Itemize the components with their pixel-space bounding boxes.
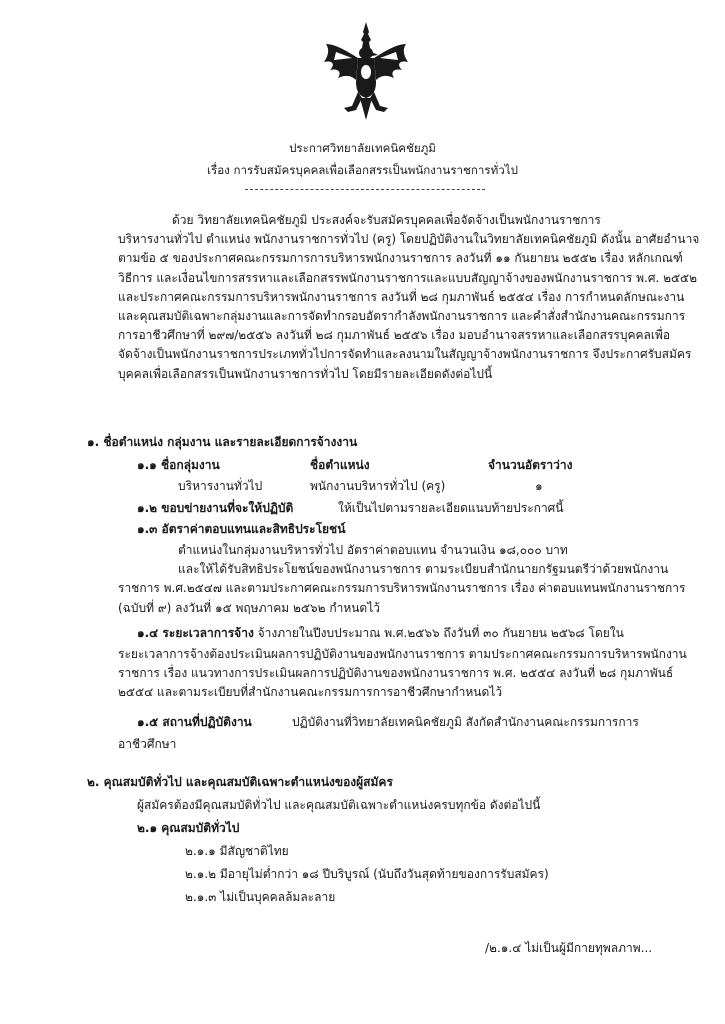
announcement-subject: เรื่อง การรับสมัครบุคคลเพื่อเลือกสรรเป็นพนักงานราชการทั่วไป — [207, 163, 518, 177]
qualification-item: ๒.๑.๓ ไม่เป็นบุคคลล้มละลาย — [185, 890, 336, 904]
compensation-line: ตำแหน่งในกลุ่มงานบริหารทั่วไป อัตราค่าตอบแทน จำนวนเงิน ๑๘,๐๐๐ บาท — [178, 543, 568, 557]
compensation-line: ราชการ พ.ศ.๒๕๔๗ และตามประกาศคณะกรรมการบริหารพนักงานราชการ เรื่อง ค่าตอบแทนพนักงานราชการ — [118, 581, 686, 596]
continuation-note: /๒.๑.๔ ไม่เป็นผู้มีกายทุพลภาพ... — [485, 941, 653, 955]
row-count: ๑ — [535, 479, 543, 493]
section-1-4-paragraph — [118, 645, 687, 703]
section-2-intro: ผู้สมัครต้องมีคุณสมบัติทั่วไป และคุณสมบัติเฉพาะตำแหน่งครบทุกข้อ ดังต่อไปนี้ — [137, 798, 541, 812]
section-1-5-text-cont: อาชีวศึกษา — [118, 737, 177, 751]
employment-line: ราชการ เรื่อง แนวทางการประเมินผลการปฏิบัติงานของพนักงานราชการ พ.ศ. ๒๕๕๔ ลงวันที่ ๒๘ กุมภาพันธ์ — [118, 666, 674, 681]
section-1-3-paragraph — [118, 541, 686, 618]
compensation-line: (ฉบับที่ ๙) ลงวันที่ ๑๕ พฤษภาคม ๒๕๖๒ กำหนดไว้ — [118, 600, 380, 615]
announcement-title: ประกาศวิทยาลัยเทคนิคชัยภูมิ — [289, 141, 436, 155]
section-1-4-line — [137, 625, 624, 641]
intro-line: วิธีการ และเงื่อนไขการสรรหาและเลือกสรรพนักงานราชการและแบบสัญญาจ้างของพนักงานราชการ พ.ศ. ๒๕๕๒ — [118, 270, 698, 285]
section-1-2-heading: ๑.๒ ขอบข่ายงานที่จะให้ปฏิบัติ — [137, 501, 294, 515]
intro-line: ตามข้อ ๕ ของประกาศคณะกรรมการการบริหารพนักงานราชการ ลงวันที่ ๑๑ กันยายน ๒๕๕๒ เรื่อง หลักเกณฑ์ — [118, 251, 683, 266]
intro-line: บุคคลเพื่อเลือกสรรเป็นพนักงานราชการทั่วไป โดยมีรายละเอียดดังต่อไปนี้ — [118, 366, 493, 381]
section-1-5-text: ปฏิบัติงานที่วิทยาลัยเทคนิคชัยภูมิ สังกัดสำนักงานคณะกรรมการการ — [292, 715, 639, 729]
section-1-2-text: ให้เป็นไปตามรายละเอียดแนบท้ายประกาศนี้ — [338, 501, 564, 515]
intro-line: และประกาศคณะกรรมการบริหารพนักงานราชการ ลงวันที่ ๒๘ กุมภาพันธ์ ๒๕๕๔ เรื่อง การกำหนดลักษณะงาน — [118, 289, 685, 304]
intro-line: และคุณสมบัติเฉพาะกลุ่มงานและการจัดทำกรอบอัตรากำลังพนักงานราชการ และคำสั่งสำนักงานคณะกรรมการ — [118, 309, 686, 324]
employment-line: ๒๕๕๔ และตามระเบียบที่สำนักงานคณะกรรมการการอาชีวศึกษากำหนดไว้ — [118, 685, 503, 700]
compensation-line: และให้ได้รับสิทธิประโยชน์ของพนักงานราชการ ตามระเบียบสำนักนายกรัฐมนตรีว่าด้วยพนักงาน — [178, 562, 669, 577]
intro-paragraph — [118, 211, 700, 384]
section-2-heading: ๒. คุณสมบัติทั่วไป และคุณสมบัติเฉพาะตำแหน่งของผู้สมัคร — [87, 775, 393, 789]
title-divider — [245, 189, 485, 190]
section-1-5-heading: ๑.๕ สถานที่ปฏิบัติงาน — [137, 715, 252, 729]
row-position: พนักงานบริหารทั่วไป (ครู) — [310, 479, 446, 493]
section-2-1-heading: ๒.๑ คุณสมบัติทั่วไป — [137, 821, 240, 835]
section-1-3-heading: ๑.๓ อัตราค่าตอบแทนและสิทธิประโยชน์ — [137, 522, 346, 536]
column-count-header: จำนวนอัตราว่าง — [488, 458, 573, 472]
section-1-4-text: จ้างภายในปีงบประมาณ พ.ศ.๒๕๖๖ ถึงวันที่ ๓๐ กันยายน ๒๕๖๘ โดยใน — [253, 626, 624, 640]
employment-line: ระยะเวลาการจ้างต้องประเมินผลการปฏิบัติงานของพนักงานราชการ ตามประกาศคณะกรรมการบริหารพนักงาน — [118, 647, 687, 661]
section-1-1-heading: ๑.๑ ชื่อกลุ่มงาน — [137, 458, 220, 472]
qualification-item: ๒.๑.๑ มีสัญชาติไทย — [185, 844, 289, 858]
intro-line: การอาชีวศึกษาที่ ๒๙๗/๒๕๕๖ ลงวันที่ ๒๘ กุมภาพันธ์ ๒๕๕๖ เรื่อง มอบอำนาจสรรหาและเลือกสรรบุคคลเพื่อ — [118, 328, 671, 343]
qualification-item: ๒.๑.๒ มีอายุไม่ต่ำกว่า ๑๘ ปีบริบูรณ์ (นับถึงวันสุดท้ายของการรับสมัคร) — [185, 867, 549, 881]
intro-line: จัดจ้างเป็นพนักงานราชการประเภททั่วไปการจัดทำและลงนามในสัญญาจ้างพนักงานราชการ จึงประกาศรับสมัคร — [118, 347, 692, 362]
section-1-heading: ๑. ชื่อตำแหน่ง กลุ่มงาน และรายละเอียดการจ้างงาน — [87, 435, 358, 449]
intro-line: บริหารงานทั่วไป ตำแหน่ง พนักงานราชการทั่วไป (ครู) โดยปฏิบัติงานในวิทยาลัยเทคนิคชัยภูมิ ดังนั้น อาศัยอำนาจ — [118, 232, 700, 247]
intro-line: ด้วย วิทยาลัยเทคนิคชัยภูมิ ประสงค์จะรับสมัครบุคคลเพื่อจัดจ้างเป็นพนักงานราชการ — [172, 213, 601, 227]
row-group: บริหารงานทั่วไป — [178, 479, 263, 493]
garuda-emblem-icon — [322, 22, 410, 122]
column-position-header: ชื่อตำแหน่ง — [310, 458, 370, 472]
section-1-4-heading: ๑.๔ ระยะเวลาการจ้าง — [137, 626, 254, 640]
